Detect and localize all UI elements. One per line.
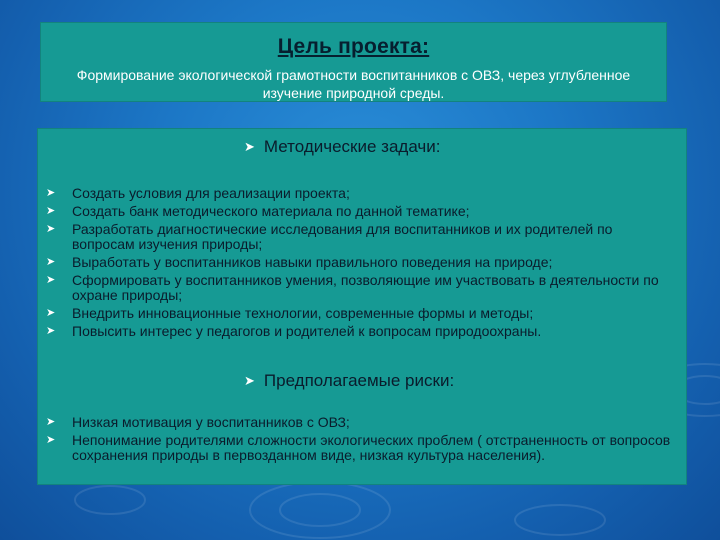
arrow-bullet-icon: ➤: [46, 223, 56, 235]
arrow-bullet-icon: ➤: [46, 307, 56, 319]
tasks-heading-label: Методические задачи:: [263, 137, 441, 156]
risks-list: [44, 415, 672, 466]
list-item: ➤ Создать банк методического материала по данной тематике;: [46, 203, 470, 219]
arrow-bullet-icon: ➤: [244, 373, 255, 388]
arrow-bullet-icon: ➤: [46, 325, 56, 337]
list-item: ➤ Повысить интерес у педагогов и родителей к вопросам природоохраны.: [46, 323, 542, 339]
goal-title: Цель проекта:: [277, 35, 430, 58]
arrow-bullet-icon: ➤: [46, 187, 56, 199]
goal-panel: [40, 22, 667, 102]
arrow-bullet-icon: ➤: [46, 205, 56, 217]
goal-text: Формирование экологической грамотности воспитанников с ОВЗ, через углубленное изучение природной среды.: [76, 67, 631, 101]
arrow-bullet-icon: ➤: [46, 434, 56, 446]
tasks-panel: [37, 128, 687, 485]
risks-heading: [244, 371, 454, 391]
arrow-bullet-icon: ➤: [46, 256, 56, 268]
arrow-bullet-icon: ➤: [46, 274, 56, 286]
tasks-list: [44, 186, 672, 342]
list-item: ➤ Сформировать у воспитанников умения, позволяющие им участвовать в деятельности по охране природы;: [46, 272, 659, 303]
list-item: ➤ Создать условия для реализации проекта;: [46, 185, 350, 201]
risks-heading-label: Предполагаемые риски:: [263, 371, 455, 390]
list-item: ➤ Непонимание родителями сложности экологических проблем ( отстраненность от вопросов сохранения природы в первозданном виде, низкая культура населения).: [46, 432, 671, 463]
arrow-bullet-icon: ➤: [244, 139, 255, 154]
tasks-heading: [244, 137, 441, 157]
list-item: ➤ Внедрить инновационные технологии, современные формы и методы;: [46, 305, 534, 321]
list-item: ➤ Низкая мотивация у воспитанников с ОВЗ;: [46, 414, 350, 430]
list-item: ➤ Выработать у воспитанников навыки правильного поведения на природе;: [46, 254, 553, 270]
arrow-bullet-icon: ➤: [46, 416, 56, 428]
list-item: ➤ Разработать диагностические исследования для воспитанников и их родителей по вопросам изучения природы;: [46, 221, 613, 252]
